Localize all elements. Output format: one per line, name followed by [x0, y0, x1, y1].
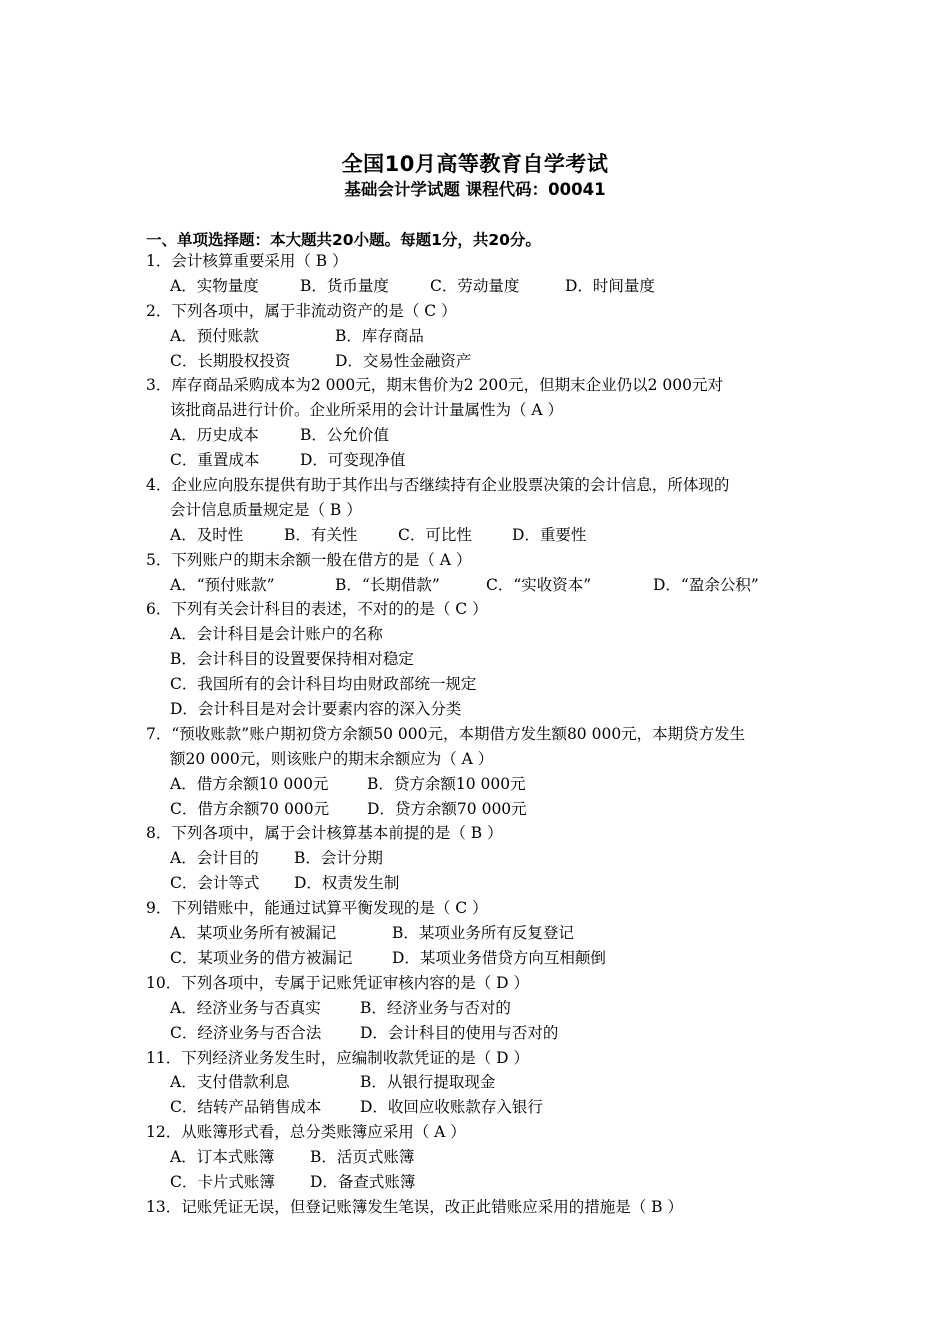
question-stem: 5．下列账户的期末余额一般在借方的是（ A ） — [146, 550, 472, 569]
option-row — [146, 1021, 826, 1046]
option-row — [146, 846, 826, 871]
answer-option: B．货币量度 — [300, 276, 389, 295]
question-stem: 3．库存商品采购成本为2 000元，期末售价为2 200元，但期末企业仍以2 000元对 — [146, 376, 723, 395]
answer-option: B．某项业务所有反复登记 — [392, 924, 574, 943]
answer-option: A．预付账款 — [170, 326, 259, 345]
answer-option: C．可比性 — [398, 525, 472, 544]
question-stem: 9．下列错账中，能通过试算平衡发现的是（ C ） — [146, 899, 488, 918]
answer-option: A．借方余额10 000元 — [170, 774, 329, 793]
answer-option: A．会计目的 — [170, 849, 259, 868]
answer-option: B．经济业务与否对的 — [360, 998, 511, 1017]
answer-option: A．及时性 — [170, 525, 244, 544]
answer-option: B．会计分期 — [294, 849, 383, 868]
option-row — [146, 274, 826, 299]
option-row — [146, 1145, 826, 1170]
question-stem: 7．“预收账款”账户期初贷方余额50 000元，本期借方发生额80 000元，本期贷方发生 — [146, 724, 746, 743]
answer-option: D．可变现净值 — [300, 451, 406, 470]
answer-option: C．卡片式账簿 — [170, 1172, 275, 1191]
answer-option: A．经济业务与否真实 — [170, 998, 321, 1017]
answer-option: B．会计科目的设置要保持相对稳定 — [170, 650, 414, 669]
answer-option: C．重置成本 — [170, 451, 260, 470]
question-stem: 12．从账簿形式看，总分类账簿应采用（ A ） — [146, 1123, 466, 1142]
option-row — [146, 1095, 826, 1120]
answer-option: D．“盈余公积” — [653, 575, 759, 594]
option-row — [146, 622, 826, 647]
answer-option: D．备查式账簿 — [310, 1172, 416, 1191]
option-row — [146, 423, 826, 448]
question-stem-continued: 额20 000元，则该账户的期末余额应为（ A ） — [170, 749, 494, 768]
question-stem: 13．记账凭证无误，但登记账簿发生笔误，改正此错账应采用的措施是（ B ） — [146, 1197, 683, 1216]
question-stem: 2．下列各项中，属于非流动资产的是（ C ） — [146, 301, 457, 320]
option-row — [146, 647, 826, 672]
answer-option: A．会计科目是会计账户的名称 — [170, 625, 383, 644]
option-row — [146, 1070, 826, 1095]
answer-option: A．“预付账款” — [170, 575, 275, 594]
answer-option: A．历史成本 — [170, 426, 259, 445]
answer-option: D．权责发生制 — [294, 874, 400, 893]
answer-option: B．库存商品 — [335, 326, 424, 345]
answer-option: B．公允价值 — [300, 426, 389, 445]
answer-option: C．我国所有的会计科目均由财政部统一规定 — [170, 675, 477, 694]
answer-option: C．经济业务与否合法 — [170, 1023, 322, 1042]
option-row — [146, 797, 826, 822]
answer-option: A．某项业务所有被漏记 — [170, 924, 337, 943]
answer-option: C．会计等式 — [170, 874, 260, 893]
answer-option: B．活页式账簿 — [310, 1148, 415, 1167]
option-row — [146, 921, 826, 946]
answer-option: D．重要性 — [512, 525, 587, 544]
answer-option: A．支付借款利息 — [170, 1073, 290, 1092]
answer-option: C．劳动量度 — [430, 276, 520, 295]
answer-option: C．长期股权投资 — [170, 351, 291, 370]
option-row — [146, 573, 826, 598]
answer-option: C．结转产品销售成本 — [170, 1098, 322, 1117]
section-title: 一、单项选择题：本大题共20小题。每题1分，共20分。 — [146, 231, 541, 249]
question-stem: 8．下列各项中，属于会计核算基本前提的是（ B ） — [146, 824, 503, 843]
answer-option: A．订本式账簿 — [170, 1148, 275, 1167]
answer-option: C．借方余额70 000元 — [170, 799, 330, 818]
exam-subtitle: 基础会计学试题 课程代码：00041 — [344, 180, 606, 199]
option-row — [146, 772, 826, 797]
option-row — [146, 324, 826, 349]
option-row — [146, 871, 826, 896]
answer-option: D．贷方余额70 000元 — [367, 799, 527, 818]
exam-title: 全国10月高等教育自学考试 — [341, 152, 609, 176]
question-list — [146, 249, 826, 1220]
answer-option: A．实物量度 — [170, 276, 259, 295]
answer-option: D．会计科目是对会计要素内容的深入分类 — [170, 700, 462, 719]
option-row — [146, 349, 826, 374]
option-row — [146, 697, 826, 722]
option-row — [146, 523, 826, 548]
question-stem: 10．下列各项中，专属于记账凭证审核内容的是（ D ） — [146, 973, 530, 992]
answer-option: C．“实收资本” — [486, 575, 592, 594]
question-stem: 11．下列经济业务发生时，应编制收款凭证的是（ D ） — [146, 1048, 530, 1067]
question-stem: 4．企业应向股东提供有助于其作出与否继续持有企业股票决策的会计信息，所体现的 — [146, 476, 730, 495]
option-row — [146, 996, 826, 1021]
option-row — [146, 946, 826, 971]
answer-option: B．“长期借款” — [335, 575, 440, 594]
answer-option: D．时间量度 — [565, 276, 655, 295]
answer-option: D．会计科目的使用与否对的 — [360, 1023, 559, 1042]
option-row — [146, 1170, 826, 1195]
question-stem: 1．会计核算重要采用（ B ） — [146, 252, 348, 270]
question-stem-continued: 会计信息质量规定是（ B ） — [170, 500, 362, 519]
question-stem-continued: 该批商品进行计价。企业所采用的会计计量属性为（ A ） — [170, 401, 564, 420]
answer-option: B．从银行提取现金 — [360, 1073, 496, 1092]
question-stem: 6．下列有关会计科目的表述，不对的的是（ C ） — [146, 600, 488, 619]
answer-option: D．某项业务借贷方向互相颠倒 — [392, 948, 606, 967]
answer-option: C．某项业务的借方被漏记 — [170, 948, 353, 967]
answer-option: D．交易性金融资产 — [335, 351, 472, 370]
answer-option: B．有关性 — [284, 525, 358, 544]
answer-option: D．收回应收账款存入银行 — [360, 1098, 543, 1117]
answer-option: B．贷方余额10 000元 — [367, 774, 526, 793]
option-row — [146, 448, 826, 473]
option-row — [146, 672, 826, 697]
